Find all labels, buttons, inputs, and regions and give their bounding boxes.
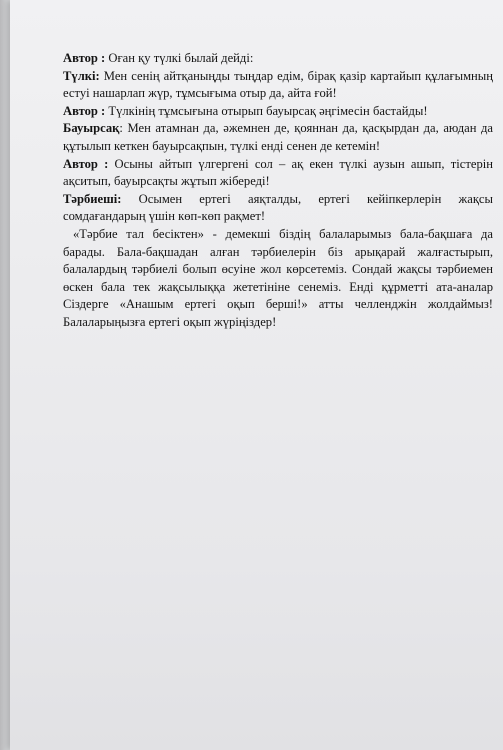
line-text: Оған қу түлкі былай дейді: bbox=[105, 51, 254, 65]
document-text bbox=[63, 50, 493, 332]
speaker-label: Автор : bbox=[63, 103, 106, 118]
line-text: : Мен атамнан да, әжемнен де, қояннан да, қасқырдан да, аюдан да құтылып кеткен бауырсақпын, түлкі енді сенен де кетемін! bbox=[63, 121, 493, 153]
dialogue-line bbox=[63, 50, 493, 68]
paper-sheet bbox=[10, 0, 503, 750]
speaker-label: Түлкі: bbox=[63, 68, 100, 83]
speaker-label: Бауырсақ bbox=[63, 121, 120, 136]
dialogue-line bbox=[63, 191, 493, 226]
closing-paragraph bbox=[63, 226, 493, 332]
dialogue-line bbox=[63, 156, 493, 191]
dialogue-line bbox=[63, 103, 493, 121]
line-text: Осыны айтып үлгергені сол – ақ екен түлкі аузын ашып, тістерін ақситып, бауырсақты жұтып жібереді! bbox=[63, 156, 493, 189]
speaker-label: Тәрбиеші: bbox=[63, 191, 122, 206]
dialogue-line bbox=[63, 68, 493, 103]
paragraph-text: «Тәрбие тал бесіктен» - демекші біздің балаларымыз бала-бақшаға да барады. Бала-бақшадан алған тәрбиелерін біз арықарай жалғастырып, балалардың тәрбиелі болып өсуіне жол көрсетеміз. Сондай жақсы тәрбиемен өскен бала тек жақсылыққа жететініне сенеміз. Енді құрметті ата-аналар Сіздерге «Анашым ертегі оқып берші!» атты челленджін жолдаймыз! Балаларыңызға ертегі оқып жүріңіздер! bbox=[63, 226, 493, 329]
dialogue-line bbox=[63, 120, 493, 155]
line-text: Осымен ертегі аяқталды, ертегі кейіпкерлерін жақсы сомдағандарың үшін көп-көп рақмет! bbox=[63, 191, 493, 224]
line-text: Мен сенің айтқаныңды тыңдар едім, бірақ қазір картайып құлағымның естуі нашарлап жүр, тұмсығыма отыр да, айта ғой! bbox=[63, 68, 493, 101]
speaker-label: Автор : bbox=[63, 156, 109, 171]
line-text: Түлкінің тұмсығына отырып бауырсақ әңгімесін бастайды! bbox=[105, 103, 428, 118]
speaker-label: Автор : bbox=[63, 51, 106, 65]
